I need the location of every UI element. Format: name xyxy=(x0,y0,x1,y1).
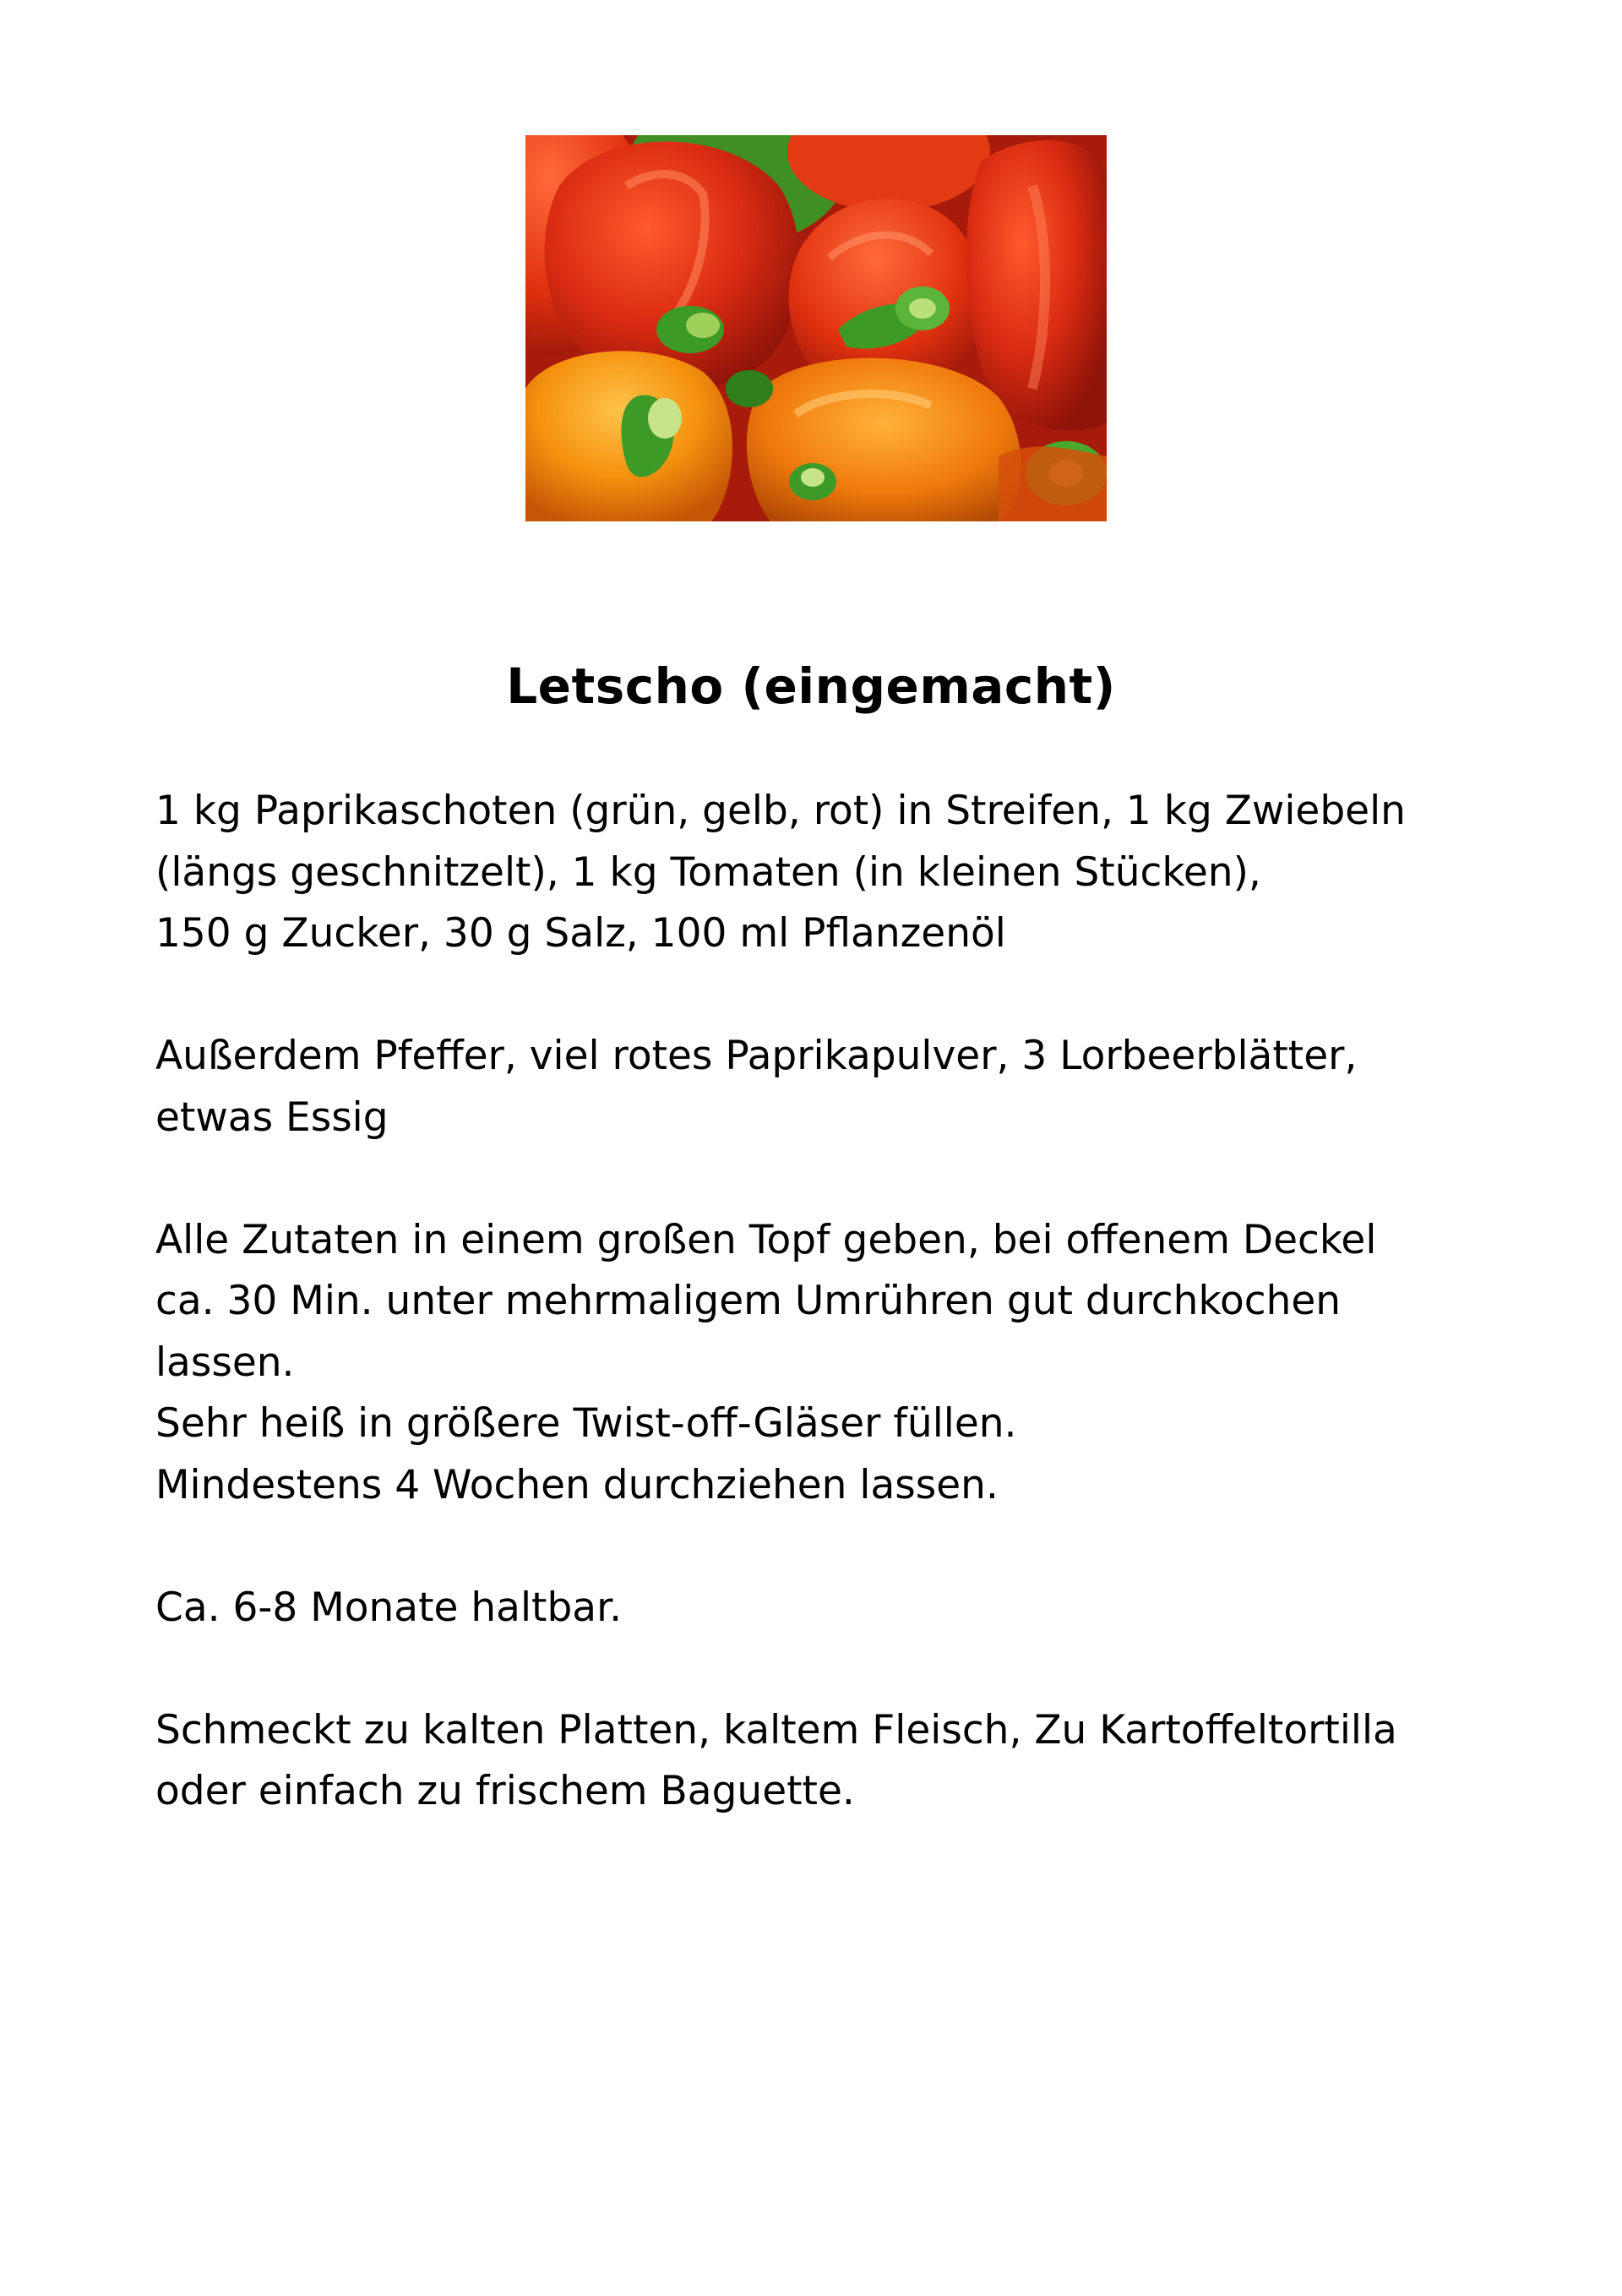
bell-peppers-photo xyxy=(525,135,1107,521)
instructions-line: Alle Zutaten in einem großen Topf geben, bei offenem Deckel xyxy=(155,1216,1377,1263)
instructions-line: Sehr heiß in größere Twist-off-Gläser füllen. xyxy=(155,1400,1017,1447)
serving-line: oder einfach zu frischem Baguette. xyxy=(155,1768,855,1814)
ingredients-paragraph xyxy=(155,781,1541,965)
instructions-line: lassen. xyxy=(155,1339,295,1386)
ingredients-line: (längs geschnitzelt), 1 kg Tomaten (in kleinen Stücken), xyxy=(155,848,1261,896)
recipe-title: Letscho (eingemacht) xyxy=(506,657,1116,715)
extras-line: Außerdem Pfeffer, viel rotes Paprikapulver, 3 Lorbeerblätter, xyxy=(155,1033,1358,1079)
ingredients-line: 150 g Zucker, 30 g Salz, 100 ml Pflanzenöl xyxy=(155,910,1006,957)
extras-line: etwas Essig xyxy=(155,1093,389,1141)
instructions-line: Mindestens 4 Wochen durchziehen lassen. xyxy=(155,1461,999,1508)
bell-peppers-illustration xyxy=(525,135,1107,521)
serving-line: Schmeckt zu kalten Platten, kaltem Fleisch, Zu Kartoffeltortilla xyxy=(155,1706,1397,1753)
recipe-body xyxy=(155,781,1541,1884)
instructions-paragraph xyxy=(155,1210,1541,1517)
extras-paragraph xyxy=(155,1026,1541,1148)
ingredients-line: 1 kg Paprikaschoten (grün, gelb, rot) in Streifen, 1 kg Zwiebeln xyxy=(155,788,1406,834)
shelf-life-paragraph xyxy=(155,1578,1541,1639)
shelf-life-line: Ca. 6-8 Monate haltbar. xyxy=(155,1584,623,1631)
instructions-line: ca. 30 Min. unter mehrmaligem Umrühren gut durchkochen xyxy=(155,1278,1342,1324)
serving-paragraph xyxy=(155,1700,1541,1823)
